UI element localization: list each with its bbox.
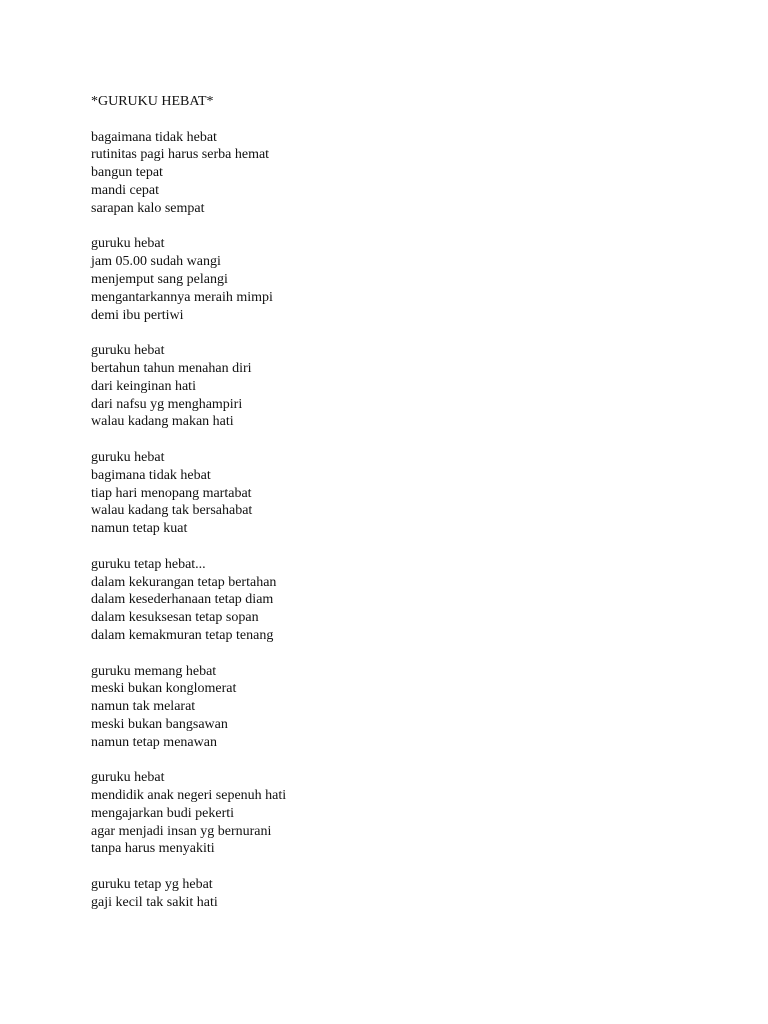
poem-line: mendidik anak negeri sepenuh hati [91,788,287,804]
poem-line: meski bukan konglomerat [91,681,237,697]
poem-line: meski bukan bangsawan [91,716,228,732]
poem-body [91,129,286,912]
poem-line: tanpa harus menyakiti [91,841,215,857]
poem-line: sarapan kalo sempat [91,200,205,216]
stanza [91,769,286,858]
poem-line: guruku hebat [91,770,165,786]
stanza [91,449,286,538]
poem-line: bagaimana tidak hebat [91,129,217,145]
stanza [91,663,286,752]
poem-line: gaji kecil tak sakit hati [91,894,218,910]
poem-line: tiap hari menopang martabat [91,485,252,501]
poem-line: bangun tepat [91,165,163,181]
poem [91,93,286,912]
poem-line: dalam kemakmuran tetap tenang [91,627,274,643]
poem-line: guruku hebat [91,343,165,359]
poem-line: guruku memang hebat [91,663,217,679]
poem-line: rutinitas pagi harus serba hemat [91,147,270,163]
poem-line: dalam kesederhanaan tetap diam [91,592,274,608]
stanza [91,235,286,324]
poem-line: bagimana tidak hebat [91,467,211,483]
poem-line: agar menjadi insan yg bernurani [91,823,272,839]
poem-line: dalam kesuksesan tetap sopan [91,610,259,626]
poem-line: mandi cepat [91,182,160,198]
poem-line: namun tetap menawan [91,734,217,750]
poem-line: guruku hebat [91,449,165,465]
stanza [91,342,286,431]
poem-line: dalam kekurangan tetap bertahan [91,574,277,590]
stanza [91,556,286,645]
poem-line: bertahun tahun menahan diri [91,360,252,376]
stanza [91,129,286,218]
poem-line: guruku hebat [91,236,165,252]
poem-line: namun tak melarat [91,699,196,715]
poem-line: menjemput sang pelangi [91,271,228,287]
poem-line: dari keinginan hati [91,378,196,394]
poem-title: *GURUKU HEBAT* [91,94,214,109]
poem-line: guruku tetap yg hebat [91,877,213,893]
stanza [91,876,286,912]
poem-line: dari nafsu yg menghampiri [91,396,243,412]
poem-line: walau kadang tak bersahabat [91,503,253,519]
poem-line: jam 05.00 sudah wangi [91,254,221,270]
poem-line: namun tetap kuat [91,521,188,537]
poem-line: mengantarkannya meraih mimpi [91,289,273,305]
poem-line: walau kadang makan hati [91,414,234,430]
poem-line: mengajarkan budi pekerti [91,805,235,821]
poem-line: guruku tetap hebat... [91,556,206,572]
poem-line: demi ibu pertiwi [91,307,184,323]
